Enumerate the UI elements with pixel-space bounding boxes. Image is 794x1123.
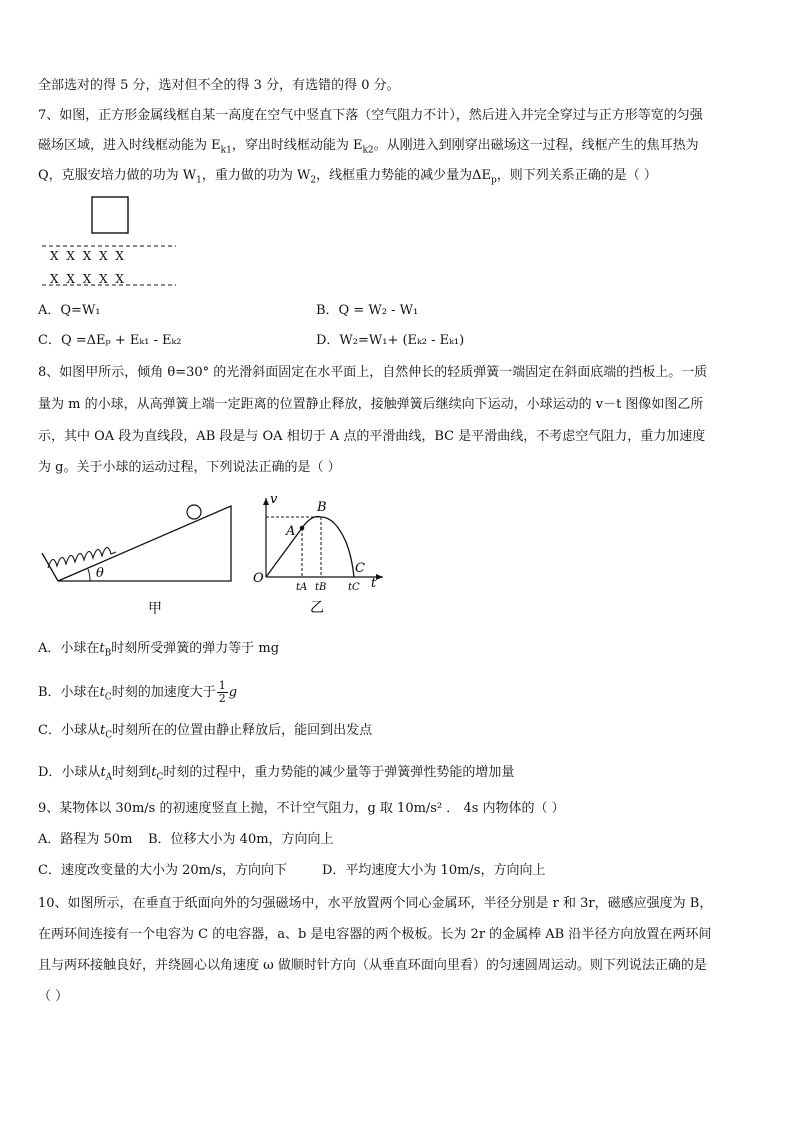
q9-option-b: B．位移大小为 40m，方向向上 [148,832,334,847]
q8-stem-line-2: 量为 m 的小球，从高弹簧上端一定距离的位置静止释放，接触弹簧后继续向下运动，小球运动的 v－t 图像如图乙所 [38,397,704,412]
t-axis-label: t [371,576,377,591]
q7-stem-line-1: 7、如图，正方形金属线框自某一高度在空气中竖直下落（空气阻力不计），然后进入并完全穿过与正方形等宽的匀强 [38,108,703,123]
tick-tc: tC [348,582,360,593]
q8-stem-line-4: 为 g。关于小球的运动过程，下列说法正确的是（ ） [38,460,341,475]
ball [187,505,201,519]
q7-option-a: A．Q=W₁ [38,303,101,318]
intro-line: 全部选对的得 5 分，选对但不全的得 3 分，有选错的得 0 分。 [38,78,400,93]
angle-arc [88,569,90,581]
field-row-2: X X X X X [50,272,126,286]
label-yi: 乙 [310,600,324,616]
q8-option-d: D．小球从$t_A$时刻到$t_C$时刻的过程中，重力势能的减少量等于弹簧弹性势能的增加量 [38,765,515,783]
segment-oa [266,528,302,577]
q8-option-a: A．小球在$t_B$时刻所受弹簧的弹力等于 mg [38,641,280,659]
q10-stem-line-2: 在两环间连接有一个电容为 C 的电容器，a、b 是电容器的两个极板。长为 2r 的金属棒 AB 沿半径方向放置在两环间 [38,927,712,942]
q7-option-d: D．W₂=W₁+ (Eₖ₂ - Eₖ₁) [316,333,465,348]
q7-stem-line-2: 磁场区域，进入时线框动能为 $E_{k1}$，穿出时线框动能为 $E_{k2}$。从刚进入到刚穿出磁场这一过程，线框产生的焦耳热为 [38,138,699,156]
q9-option-a: A．路程为 50m [38,832,133,847]
field-row-1: X X X X X [50,249,126,263]
tick-ta: tA [296,582,308,593]
tick-tb: tB [315,582,327,593]
v-axis-label: v [270,492,278,507]
q8-option-c: C．小球从$t_C$时刻所在的位置由静止释放后，能回到出发点 [38,723,373,741]
stopper [42,553,58,581]
label-jia: 甲 [148,601,162,617]
q10-stem-line-4: （ ） [38,989,69,1004]
square-frame [92,197,128,233]
vt-graph [250,492,390,622]
q9-option-c: C．速度改变量的大小为 20m/s，方向向下 [38,863,287,878]
fraction-one-half: $\frac{1}{2}$ [218,679,226,705]
q8-stem-line-1: 8、如图甲所示，倾角 θ=30° 的光滑斜面固定在水平面上，自然伸长的轻质弹簧一端固定在斜面底端的挡板上。一质 [38,365,708,380]
q7-option-c: C．Q =ΔEₚ + Eₖ₁ - Eₖ₂ [38,333,182,348]
curve-abc [302,516,354,577]
q10-stem-line-3: 且与两环接触良好，并绕圆心以角速度 ω 做顺时针方向（从垂直环面向里看）的匀速圆周运动。则下列说法正确的是 [38,958,707,973]
point-a-label: A [286,524,296,539]
q9-stem: 9、某物体以 30m/s 的初速度竖直上抛，不计空气阻力，g 取 10m/s² ． 4s 内物体的（ ） [38,801,565,816]
theta-label: θ [96,566,104,581]
point-b-label: B [317,500,327,515]
incline-figure [38,498,238,623]
q8-option-b: B．小球在$t_C$时刻的加速度大于 $\frac{1}{2}$ g [38,679,238,705]
q7-option-b: B．Q = W₂ - W₁ [316,303,419,318]
origin-label: O [253,571,264,586]
q7-stem-line-3: Q，克服安培力做的功为 $W_1$，重力做的功为 $W_2$，线框重力势能的减少量为$\Delta E_p$，则下列关系正确的是（ ） [38,168,657,186]
q9-option-d: D．平均速度大小为 10m/s，方向向上 [322,863,546,878]
point-c-label: C [355,561,365,576]
spring [48,547,116,568]
incline [58,506,231,581]
q8-stem-line-3: 示，其中 OA 段为直线段，AB 段是与 OA 相切于 A 点的平滑曲线，BC 是平滑曲线，不考虑空气阻力，重力加速度 [38,429,706,444]
v-axis-arrow [263,498,269,505]
q10-stem-line-1: 10、如图所示，在垂直于纸面向外的匀强磁场中，水平放置两个同心金属环，半径分别是 r 和 3r，磁感应强度为 B， [38,896,713,911]
t-axis-arrow [376,574,383,580]
